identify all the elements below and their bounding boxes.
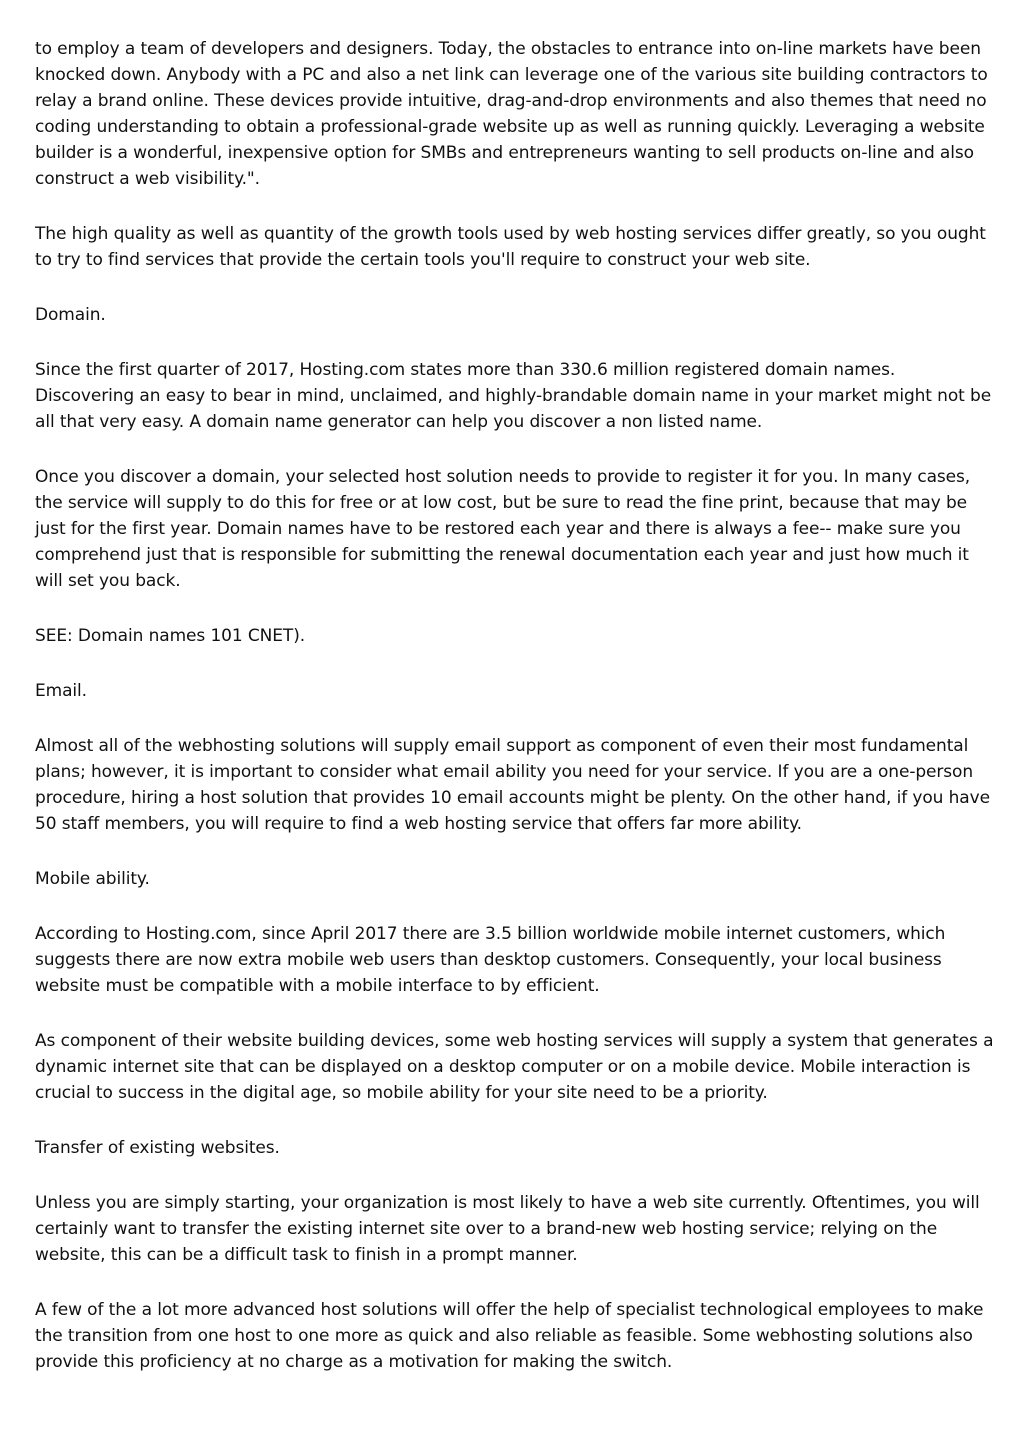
section-heading-domain: Domain. — [35, 305, 106, 325]
paragraph-intro-continued: to employ a team of developers and designers. Today, the obstacles to entrance into on-line markets have been knocked down. Anybody with a PC and also a net link can leverage one of the various site building contractors to relay a brand online. These devices provide intuitive, drag-and-drop environments and also themes that need no coding understanding to obtain a professional-grade website up as well as running quickly. Leveraging a website builder is a wonderful, inexpensive option for SMBs and entrepreneurs wanting to sell products on-line and also construct a web visibility.". — [35, 39, 988, 189]
section-heading-email: Email. — [35, 681, 87, 701]
paragraph-see-domain-names: SEE: Domain names 101 CNET). — [35, 626, 306, 646]
document-body — [35, 36, 995, 1404]
paragraph-domain-stats: Since the first quarter of 2017, Hosting.com states more than 330.6 million registered domain names. Discovering an easy to bear in mind, unclaimed, and highly-brandable domain name in your market might not be all that very easy. A domain name generator can help you discover a non listed name. — [35, 360, 992, 432]
paragraph-email: Almost all of the webhosting solutions will supply email support as component of even their most fundamental plans; however, it is important to consider what email ability you need for your service. If you are a one-person procedure, hiring a host solution that provides 10 email accounts might be plenty. On the other hand, if you have 50 staff members, you will require to find a web hosting service that offers far more ability. — [35, 736, 990, 834]
paragraph-growth-tools: The high quality as well as quantity of the growth tools used by web hosting services differ greatly, so you ought to try to find services that provide the certain tools you'll require to construct your web site. — [35, 224, 986, 270]
section-heading-transfer: Transfer of existing websites. — [35, 1138, 280, 1158]
paragraph-transfer: Unless you are simply starting, your organization is most likely to have a web site currently. Oftentimes, you will certainly want to transfer the existing internet site over to a brand-new web hosting service; relying on the website, this can be a difficult task to finish in a prompt manner. — [35, 1193, 980, 1265]
paragraph-mobile-stats: According to Hosting.com, since April 2017 there are 3.5 billion worldwide mobile internet customers, which suggests there are now extra mobile web users than desktop customers. Consequently, your local business website must be compatible with a mobile interface to by efficient. — [35, 924, 946, 996]
paragraph-domain-register: Once you discover a domain, your selected host solution needs to provide to register it for you. In many cases, the service will supply to do this for free or at low cost, but be sure to read the fine print, because that may be just for the first year. Domain names have to be restored each year and there is always a fee-- make sure you comprehend just that is responsible for submitting the renewal documentation each year and just how much it will set you back. — [35, 467, 971, 591]
paragraph-transfer-help: A few of the a lot more advanced host solutions will offer the help of specialist technological employees to make the transition from one host to one more as quick and also reliable as feasible. Some webhosting solutions also provide this proficiency at no charge as a motivation for making the switch. — [35, 1300, 984, 1372]
paragraph-mobile-devices: As component of their website building devices, some web hosting services will supply a system that generates a dynamic internet site that can be displayed on a desktop computer or on a mobile device. Mobile interaction is crucial to success in the digital age, so mobile ability for your site need to be a priority. — [35, 1031, 994, 1103]
section-heading-mobile: Mobile ability. — [35, 869, 150, 889]
